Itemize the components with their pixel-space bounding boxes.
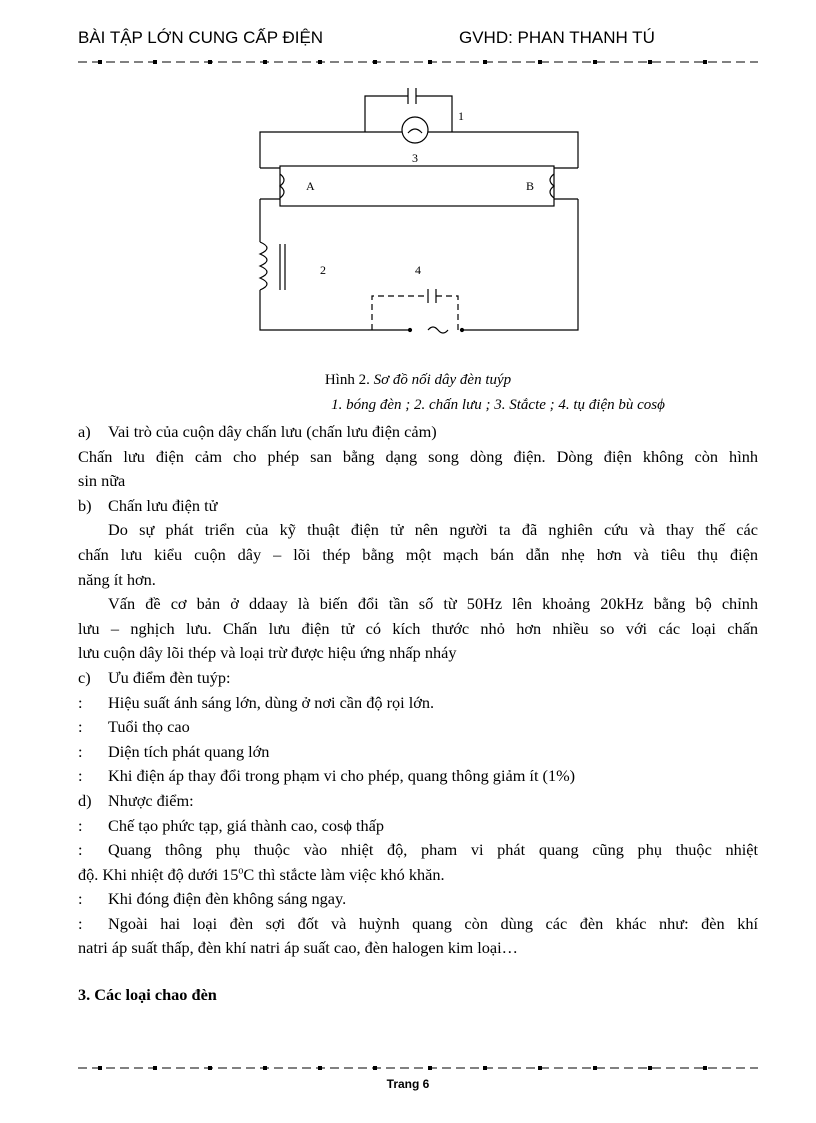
item-label: c) [78,667,91,687]
paragraph-line: Do sự phát triển của kỹ thuật điện tử nên người ta đã nghiên cứu và thay thế các [108,520,758,540]
list-item [78,887,758,912]
label-starter: 3 [412,151,418,165]
list-item [78,838,758,863]
paragraph-line [78,863,758,888]
section-heading: 3. Các loại chao đèn [78,985,217,1005]
list-item [78,912,758,937]
list-item [78,814,758,839]
bullet: : [78,913,83,933]
paragraph-line: chấn lưu kiểu cuộn dây – lõi thép bằng một mạch bán dẫn nhẹ hơn và tiêu thụ điện [78,544,758,564]
caption-title: Sơ đồ nối dây đèn tuýp [373,372,512,388]
paragraph-line: lưu cuộn dây lõi thép và loại trừ được hiệu ứng nhấp nháy [78,643,457,663]
bullet: : [78,815,83,835]
disadvantage-text: Khi đóng điện đèn không sáng ngay. [108,889,347,909]
item-label: a) [78,422,91,441]
footer-divider [78,1063,758,1073]
bullet: : [78,840,83,860]
figure-caption [78,372,758,389]
paragraph-line: Vấn đề cơ bản ở ddaay là biến đổi tần số từ 50Hz lên khoảng 20kHz bằng bộ chỉnh [108,594,758,614]
body-text [78,420,758,1008]
list-item [78,740,758,765]
disadvantage-text: Chế tạo phức tạp, giá thành cao, cosϕ thấp [108,815,385,835]
paragraph-line: sin nữa [78,471,126,491]
bullet: : [78,717,83,737]
bullet: : [78,766,83,786]
paragraph-line: natri áp suất thấp, đèn khí natri áp suất cao, đèn halogen kim loại… [78,938,518,958]
header-instructor: GVHD: PHAN THANH TÚ [459,28,655,47]
caption-legend: 1. bóng đèn ; 2. chấn lưu ; 3. Stắcte ; 4. tụ điện bù cosϕ [331,397,665,413]
disadvantage-text: Ngoài hai loại đèn sợi đốt và huỳnh quang còn dùng các đèn khác như: đèn khí [108,913,758,933]
caption-prefix: Hình 2. [324,372,370,388]
bullet: : [78,692,83,712]
bullet: : [78,889,83,909]
item-label: d) [78,790,92,810]
page-number: Trang 6 [386,1077,430,1091]
header-title: BÀI TẬP LỚN CUNG CẤP ĐIỆN [78,28,324,47]
label-a: A [306,179,315,193]
heading-b: Chấn lưu điện tử [108,495,218,515]
list-item [78,764,758,789]
label-ballast: 2 [320,263,326,277]
header-divider [78,57,758,67]
advantage-text: Khi điện áp thay đổi trong phạm vi cho phép, quang thông giảm ít (1%) [108,766,576,786]
paragraph-line: lưu – nghịch lưu. Chấn lưu điện tử có kích thước nhỏ hơn nhiều so với các loại chấn [78,618,758,638]
heading-c: Ưu điểm đèn tuýp: [108,667,231,687]
heading-a: Vai trò của cuộn dây chấn lưu (chấn lưu điện cảm) [108,422,437,441]
advantage-text: Hiệu suất ánh sáng lớn, dùng ở nơi cần độ rọi lớn. [108,692,435,712]
label-b: B [526,179,535,193]
advantage-text: Diện tích phát quang lớn [108,741,270,761]
bullet: : [78,741,83,761]
text-part: độ. Khi nhiệt độ dưới 15 [78,864,239,884]
list-item [78,715,758,740]
item-label: b) [78,495,92,515]
text-part: C thì stắcte làm việc khó khăn. [243,864,445,884]
heading-d: Nhược điểm: [108,790,194,810]
degree-sup: o [238,865,244,877]
tube-lamp-wiring-diagram [250,84,590,344]
advantage-text: Tuổi thọ cao [108,717,190,737]
label-lamp: 1 [458,109,464,123]
label-capacitor: 4 [415,263,421,277]
list-item [78,691,758,716]
paragraph-line: Chấn lưu điện cảm cho phép san bằng dạng song dòng điện. Dòng điện không còn hình [78,446,758,466]
paragraph-line: năng ít hơn. [78,569,156,589]
disadvantage-text: Quang thông phụ thuộc vào nhiệt độ, pham vi phát quang cũng phụ thuộc nhiệt [108,840,758,860]
